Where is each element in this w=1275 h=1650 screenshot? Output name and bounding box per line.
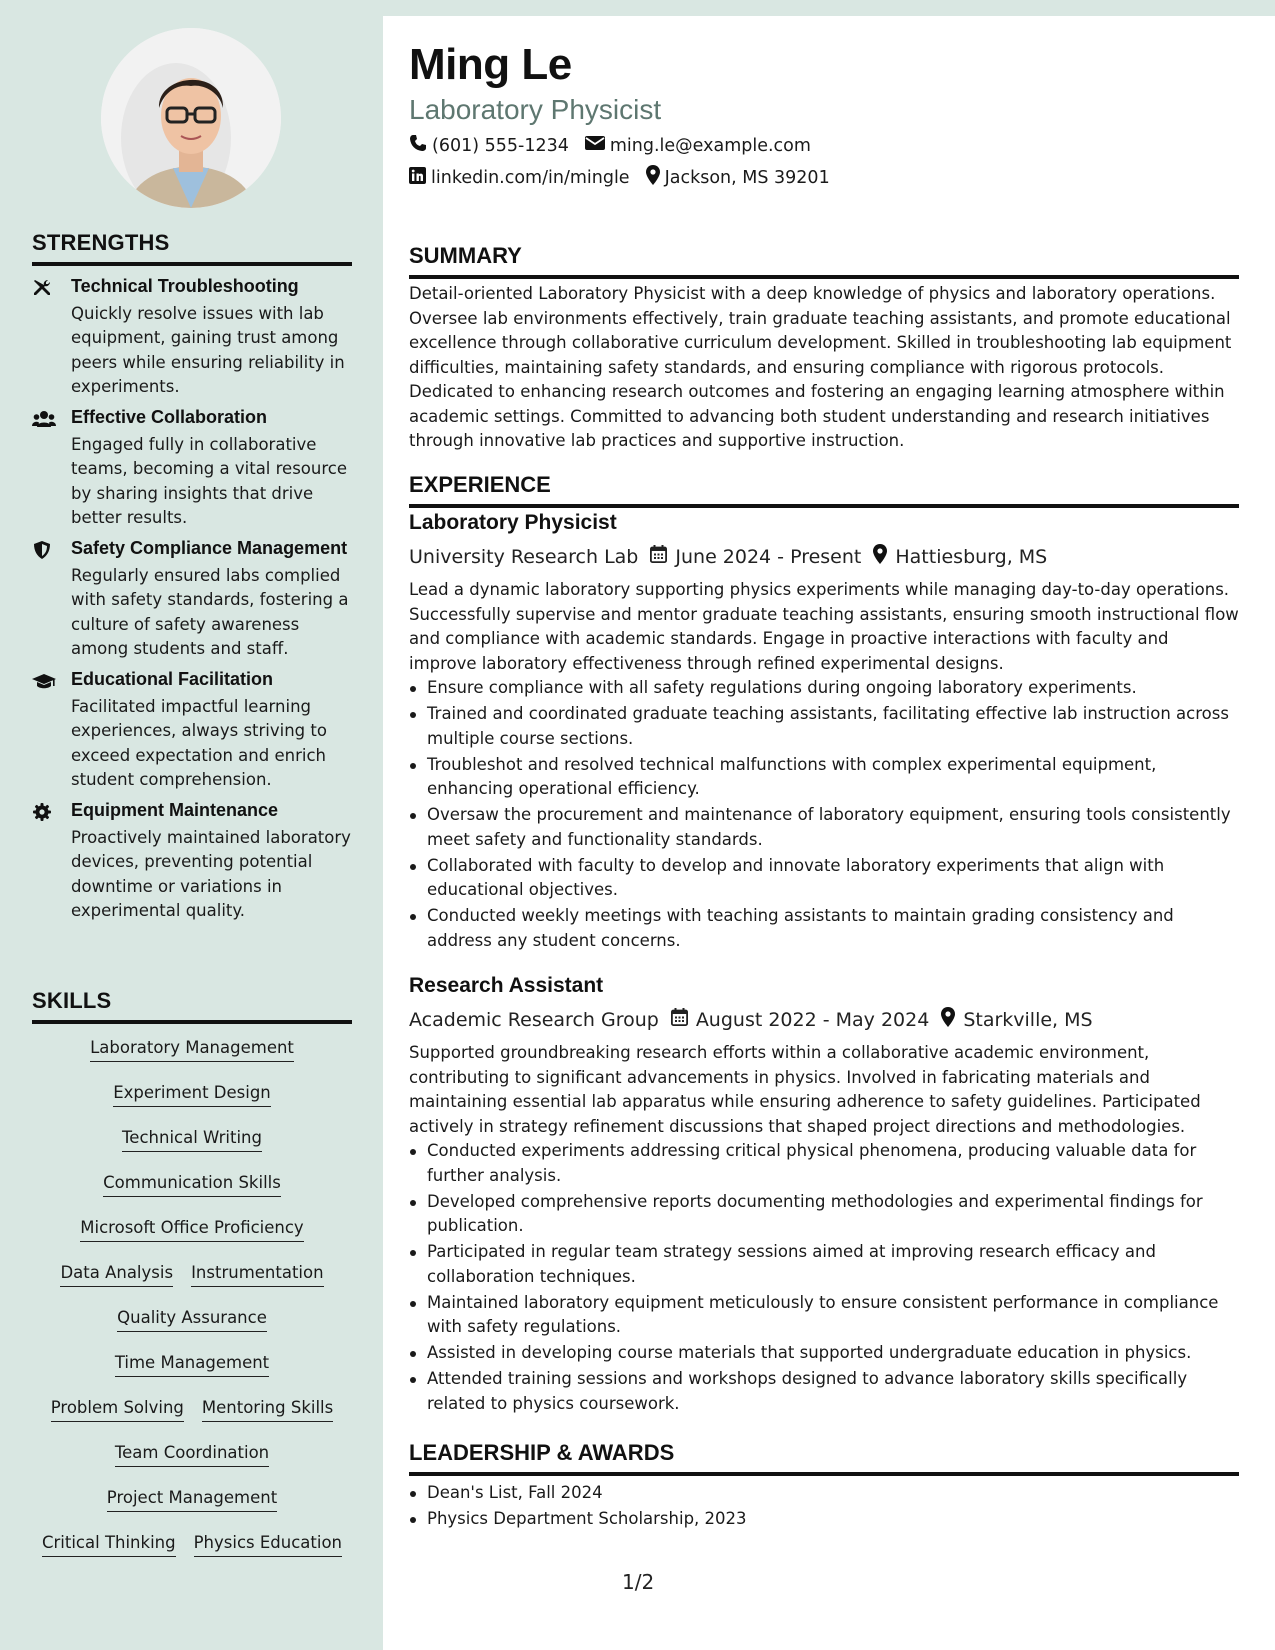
envelope-icon bbox=[585, 135, 605, 156]
contact-row bbox=[409, 134, 811, 157]
email-text: ming.le@example.com bbox=[609, 135, 811, 156]
linkedin-text: linkedin.com/in/mingle bbox=[431, 167, 630, 188]
skill-row bbox=[32, 1398, 352, 1422]
job-org: University Research Lab bbox=[409, 545, 639, 568]
summary-text: Detail-oriented Laboratory Physicist with a deep knowledge of physics and laboratory operations. Oversee lab environments effectively, train graduate teaching assistants, and promote educational excellence through collaborative curriculum development. Skilled in troubleshooting lab equipment difficulties, maintaining safety standards, and ensuring compliance with rigorous protocols. Dedicated to enhancing research outcomes and fostering an engaging learning atmosphere within academic settings. Committed to advancing both student understanding and research initiatives through innovative lab practices and supportive instruction. bbox=[409, 284, 1232, 450]
strength-title: Technical Troubleshooting bbox=[71, 276, 299, 296]
job-description: Lead a dynamic laboratory supporting physics experiments while managing day-to-day operations. Successfully supervise and mentor graduate teaching assistants, ensuring smooth instructional flow and compliance with academic standards. Engage in proactive interactions with faculty and improve laboratory effectiveness through refined experimental designs. bbox=[409, 580, 1239, 673]
bullet-item: Ensure compliance with all safety regulations during ongoing laboratory experiments. bbox=[409, 676, 1239, 701]
skill-tag: Laboratory Management bbox=[90, 1038, 294, 1062]
strength-description: Proactively maintained laboratory devices, preventing potential downtime or variations in experimental quality. bbox=[71, 828, 351, 920]
job-dates-text: August 2022 - May 2024 bbox=[695, 1008, 930, 1031]
map-pin-icon bbox=[646, 165, 660, 190]
bullet-item: Conducted experiments addressing critical physical phenomena, producing valuable data for further analysis. bbox=[409, 1139, 1239, 1188]
strength-title: Educational Facilitation bbox=[71, 669, 274, 689]
skills-title: SKILLS bbox=[32, 988, 352, 1024]
strength-title: Equipment Maintenance bbox=[71, 800, 279, 820]
strengths-title: STRENGTHS bbox=[32, 230, 352, 266]
job-description: Supported groundbreaking research efforts within a collaborative academic environment, contributing to significant advancements in physics. Involved in fabricating materials and maintaining essential lab apparatus while ensuring adherence to safety guidelines. Participated actively in strategy refinement discussions that shaped project directions and methodologies. bbox=[409, 1043, 1201, 1136]
skill-tag: Instrumentation bbox=[191, 1263, 324, 1287]
profile-photo bbox=[101, 28, 281, 208]
skill-row bbox=[32, 1308, 352, 1332]
skill-row bbox=[32, 1443, 352, 1467]
location-text: Jackson, MS 39201 bbox=[664, 167, 830, 188]
job-location-text: Hattiesburg, MS bbox=[895, 545, 1048, 568]
bullet-item: Participated in regular team strategy sessions aimed at improving research efficacy and collaboration techniques. bbox=[409, 1240, 1239, 1289]
job-bullets bbox=[409, 676, 1239, 955]
strength-description: Regularly ensured labs complied with safety standards, fostering a culture of safety awareness among students and staff. bbox=[71, 566, 349, 658]
skill-tag: Technical Writing bbox=[122, 1128, 262, 1152]
award-item: Physics Department Scholarship, 2023 bbox=[409, 1507, 1239, 1532]
skill-tag: Team Coordination bbox=[115, 1443, 269, 1467]
bullet-item: Maintained laboratory equipment meticulously to ensure consistent performance in compliance with safety regulations. bbox=[409, 1291, 1239, 1340]
job-location bbox=[873, 544, 1047, 569]
skill-row bbox=[32, 1533, 352, 1557]
job-dates bbox=[650, 545, 861, 568]
job-location-text: Starkville, MS bbox=[963, 1008, 1093, 1031]
skills-section bbox=[32, 988, 352, 1024]
summary-title: SUMMARY bbox=[409, 243, 1239, 279]
candidate-title: Laboratory Physicist bbox=[409, 94, 662, 125]
skills-list bbox=[32, 1038, 352, 1568]
skill-row bbox=[32, 1128, 352, 1152]
skill-tag: Data Analysis bbox=[60, 1263, 173, 1287]
skill-tag: Time Management bbox=[115, 1353, 269, 1377]
bullet-item: Trained and coordinated graduate teaching assistants, facilitating effective lab instruction across multiple course sections. bbox=[409, 702, 1239, 751]
shield-icon bbox=[32, 540, 56, 560]
job-location bbox=[941, 1007, 1092, 1032]
phone-icon bbox=[409, 134, 427, 157]
strength-description: Facilitated impactful learning experiences, always striving to exceed expectation and enrich student comprehension. bbox=[71, 697, 327, 789]
skill-row bbox=[32, 1263, 352, 1287]
awards-title: LEADERSHIP & AWARDS bbox=[409, 1440, 1239, 1476]
users-icon bbox=[32, 409, 56, 429]
bullet-item: Developed comprehensive reports documenting methodologies and experimental findings for publication. bbox=[409, 1190, 1239, 1239]
graduation-cap-icon bbox=[32, 671, 56, 691]
location-contact bbox=[646, 165, 830, 190]
skill-tag: Critical Thinking bbox=[42, 1533, 176, 1557]
skill-tag: Microsoft Office Proficiency bbox=[80, 1218, 303, 1242]
skill-tag: Quality Assurance bbox=[117, 1308, 267, 1332]
candidate-name: Ming Le bbox=[409, 40, 572, 89]
page-number: 1/2 bbox=[622, 1570, 655, 1594]
job-bullets bbox=[409, 1139, 1239, 1418]
top-strip bbox=[383, 0, 1275, 16]
job-meta bbox=[409, 1007, 1093, 1032]
linkedin-contact[interactable] bbox=[409, 167, 630, 189]
strengths-list bbox=[32, 276, 352, 956]
skill-row bbox=[32, 1353, 352, 1377]
skill-tag: Mentoring Skills bbox=[202, 1398, 333, 1422]
gear-icon bbox=[32, 802, 56, 822]
awards-list bbox=[409, 1481, 1239, 1533]
bullet-item: Conducted weekly meetings with teaching assistants to maintain grading consistency and address any student concerns. bbox=[409, 904, 1239, 953]
job-role: Research Assistant bbox=[409, 974, 604, 997]
skill-tag: Experiment Design bbox=[113, 1083, 271, 1107]
award-item: Dean's List, Fall 2024 bbox=[409, 1481, 1239, 1506]
strength-title: Effective Collaboration bbox=[71, 407, 268, 427]
strength-description: Engaged fully in collaborative teams, becoming a vital resource by sharing insights that drive better results. bbox=[71, 435, 347, 527]
map-pin-icon bbox=[873, 544, 887, 569]
job-dates-text: June 2024 - Present bbox=[675, 545, 862, 568]
strength-description: Quickly resolve issues with lab equipment, gaining trust among peers while ensuring reliability in experiments. bbox=[71, 304, 345, 396]
bullet-item: Oversaw the procurement and maintenance of laboratory equipment, ensuring tools consistently meet safety and functionality standards. bbox=[409, 803, 1239, 852]
skill-row bbox=[32, 1488, 352, 1512]
bullet-item: Collaborated with faculty to develop and innovate laboratory experiments that align with educational objectives. bbox=[409, 854, 1239, 903]
job-role: Laboratory Physicist bbox=[409, 511, 617, 534]
calendar-icon bbox=[671, 1008, 688, 1031]
skill-tag: Communication Skills bbox=[103, 1173, 281, 1197]
bullet-item: Attended training sessions and workshops designed to advance laboratory skills specifically related to physics coursework. bbox=[409, 1367, 1239, 1416]
job-org: Academic Research Group bbox=[409, 1008, 659, 1031]
skill-row bbox=[32, 1218, 352, 1242]
skill-row bbox=[32, 1038, 352, 1062]
job-dates bbox=[671, 1008, 930, 1031]
phone-contact[interactable] bbox=[409, 134, 569, 157]
bullet-item: Assisted in developing course materials that supported undergraduate education in physics. bbox=[409, 1341, 1239, 1366]
skill-tag: Problem Solving bbox=[51, 1398, 184, 1422]
email-contact[interactable] bbox=[585, 135, 811, 156]
phone-text: (601) 555-1234 bbox=[432, 135, 569, 156]
contact-row bbox=[409, 165, 830, 190]
linkedin-icon bbox=[409, 167, 426, 189]
skill-tag: Project Management bbox=[107, 1488, 277, 1512]
map-pin-icon bbox=[941, 1007, 955, 1032]
skill-row bbox=[32, 1173, 352, 1197]
skill-tag: Physics Education bbox=[194, 1533, 342, 1557]
bullet-item: Troubleshot and resolved technical malfunctions with complex experimental equipment, enhancing operational efficiency. bbox=[409, 753, 1239, 802]
calendar-icon bbox=[650, 545, 667, 568]
tools-icon bbox=[32, 278, 56, 298]
strength-title: Safety Compliance Management bbox=[71, 538, 348, 558]
experience-title: EXPERIENCE bbox=[409, 472, 1239, 508]
job-meta bbox=[409, 544, 1047, 569]
skill-row bbox=[32, 1083, 352, 1107]
strengths-section bbox=[32, 230, 352, 266]
